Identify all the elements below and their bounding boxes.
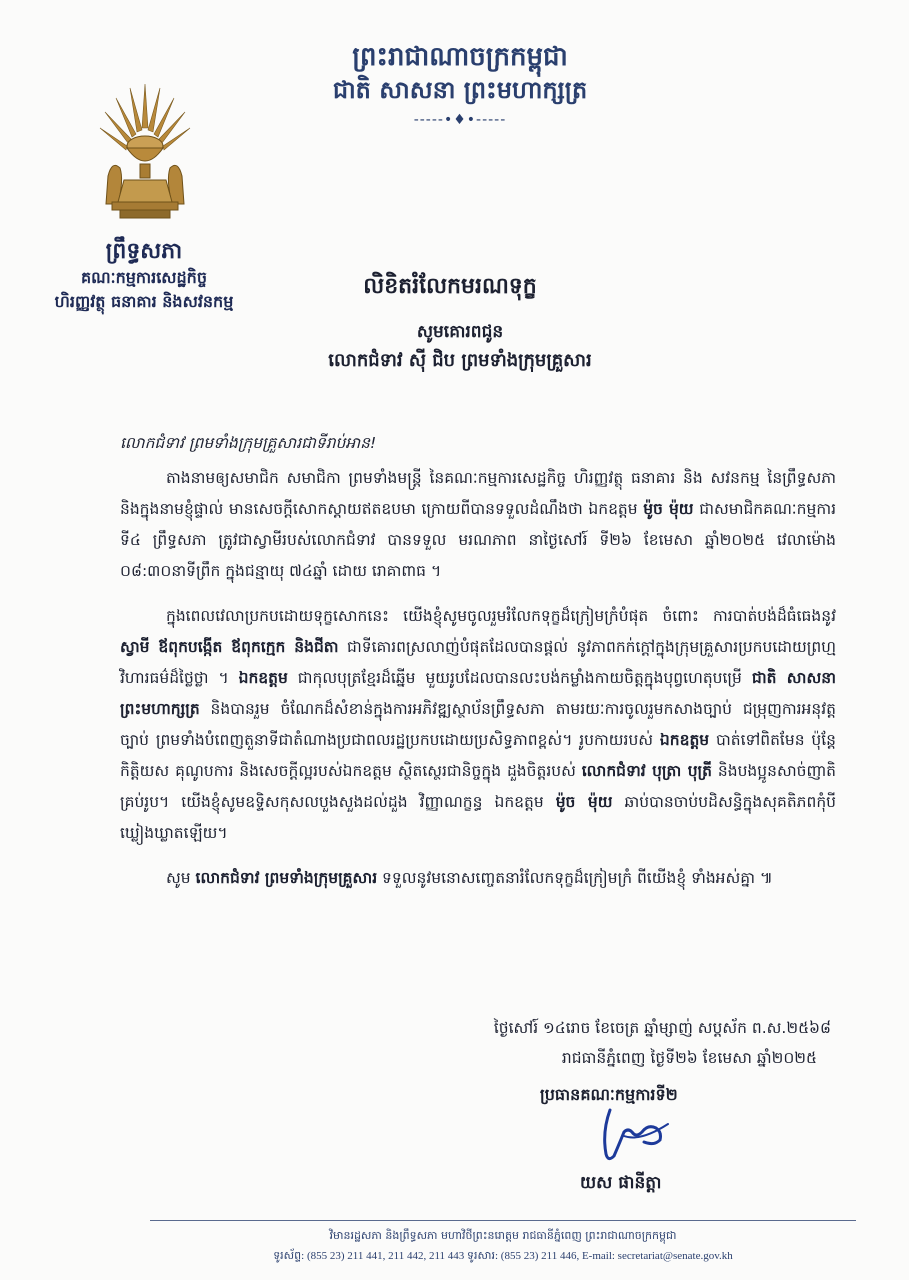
paragraph-3 xyxy=(120,863,836,894)
p1-text-a: តាងនាមឲ្យសមាជិក សមាជិកា ព្រមទាំងមន្រ្តី នៃគណៈកម្មការសេដ្ឋកិច្ច ហិរញ្ញវត្ថុ ធនាគារ និង សវនកម្ម នៃព្រឹទ្ធសភា និងក្នុងនាមខ្ញុំផ្ទាល់ មានសេចក្តីសោកស្តាយឥតឧបមា ក្រោយពីបានទទួលដំណឹងថា ឯកឧត្តម xyxy=(120,469,836,518)
document-title: លិខិតរំលែកមរណទុក្ខ xyxy=(363,274,537,299)
institution-name: ព្រឹទ្ធសភា xyxy=(105,239,183,264)
p2-bold-motto: ជាតិ សាសនា ព្រះមហាក្សត្រ xyxy=(120,669,836,718)
committee-name-line2: ហិរញ្ញវត្ថុ ធនាគារ និងសវនកម្ម xyxy=(54,292,234,311)
p2-bold-roles: ស្វាមី ឪពុកបង្កើត ឪពុកក្មេក និងជីតា xyxy=(120,638,339,656)
p2-text-h: ឆាប់បានចាប់បដិសន្ធិក្នុងសុគតិភពកុំបីឃ្លៀងឃ្លាតឡើយ។ xyxy=(120,793,837,842)
place-and-date: រាជធានីភ្នំពេញ ថ្ងៃទី២៦ ខែមេសា ឆ្នាំ២០២៥ xyxy=(561,1049,817,1067)
addressee-name: លោកជំទាវ ស៊ី ជិប ព្រមទាំងក្រុមគ្រួសារ xyxy=(328,350,592,371)
header-ornament: -----•♦•----- xyxy=(413,112,507,128)
paragraph-1 xyxy=(120,463,836,587)
footer-contacts: ទូរស័ព្ទ: (855 23) 211 441, 211 442, 211 443 ទូរសារ: (855 23) 211 446, E-mail: secretariat@senate.gov.kh xyxy=(273,1250,733,1262)
footer-divider xyxy=(150,1220,856,1221)
p2-bold-deceased-name: ម៉ូច ម៉ុយ xyxy=(555,793,613,811)
p2-text-a: ក្នុងពេលវេលាប្រកបដោយទុក្ខសោកនេះ យើងខ្ញុំសូមចូលរួមរំលែកទុក្ខដ៏ក្រៀមក្រំបំផុត ចំពោះ ការបាត់បង់ដ៏ធំធេងនូវ xyxy=(166,607,836,625)
salutation: លោកជំទាវ ព្រមទាំងក្រុមគ្រួសារជាទីរាប់អាន! xyxy=(120,434,377,452)
p3-text-a: សូម xyxy=(166,869,196,887)
p3-text-c: ទទួលនូវមនោសញ្ចេតនារំលែកទុក្ខដ៏ក្រៀមក្រំ ពីយើងខ្ញុំ ទាំងអស់គ្នា ៕ xyxy=(377,869,773,887)
senate-emblem-logo xyxy=(90,76,200,226)
addressee-greeting: សូមគោរពជូន xyxy=(416,322,504,342)
p2-text-c: ជាទីគោរពស្រលាញ់បំផុតដែលបានផ្តល់ នូវភាពកក់ក្តៅក្នុងក្រុមគ្រួសារប្រកបដោយព្រហ្មវិហារធម៌ដ៏ថ្លៃថ្លា ។ xyxy=(120,638,836,687)
p2-bold-family: លោកជំទាវ បុត្រា បុត្រី xyxy=(581,762,712,780)
footer-address: វិមានរដ្ឋសភា និងព្រឹទ្ធសភា មហាវិថីព្រះនរោត្តម រាជធានីភ្នំពេញ ព្រះរាជាណាចក្រកម្ពុជា xyxy=(329,1229,677,1242)
handwritten-signature xyxy=(580,1102,690,1172)
p1-text-b: ជាសមាជិកគណៈកម្មការទី៤ ព្រឹទ្ធសភា ត្រូវជាស្វាមីរបស់លោកជំទាវ បានទទួល មរណភាព នាថ្ងៃសៅរ៍ ទី២៦ ខែមេសា ឆ្នាំ២០២៥ វេលាម៉ោង ០៨:៣០នាទីព្រឹក ក្នុងជន្មាយុ ៧៤ឆ្នាំ ដោយ រោគាពាធ ។ xyxy=(120,500,836,580)
letter-footer xyxy=(150,1226,856,1266)
senate-committee-block xyxy=(24,238,264,314)
lunar-date: ថ្ងៃសៅរ៍ ១៤រោច ខែចេត្រ ឆ្នាំម្សាញ់ សប្តស័ក ព.ស.២៥៦៨ xyxy=(493,1019,831,1037)
p2-text-f: បាត់ទៅពិតមែន ប៉ុន្តែកិត្តិយស គុណូបការ និងសេចក្តីល្អរបស់ឯកឧត្តម ស្ថិតស្ថេរជានិច្ចក្នុង ដួងចិត្តរបស់ xyxy=(120,731,836,780)
kingdom-name: ព្រះរាជាណាចក្រកម្ពុជា xyxy=(352,42,568,72)
addressee-block xyxy=(250,318,670,376)
p3-bold-family: លោកជំទាវ ព្រមទាំងក្រុមគ្រួសារ xyxy=(195,869,378,887)
p2-text-d: ជាកុលបុត្រខ្មែរដ៏ឆ្នើម មួយរូបដែលបានលះបង់កម្លាំងកាយចិត្តក្នុងបុព្វហេតុបម្រើ xyxy=(287,669,752,687)
kingdom-header xyxy=(300,40,620,130)
paragraph-2 xyxy=(120,601,836,849)
national-motto: ជាតិ សាសនា ព្រះមហាក្សត្រ xyxy=(332,76,588,104)
p1-deceased-name: ម៉ូច ម៉ុយ xyxy=(643,500,694,518)
signer-title: ប្រធានគណៈកម្មការទី២ xyxy=(540,1085,678,1104)
p2-bold-excellency-2: ឯកឧត្តម xyxy=(659,731,710,749)
p2-bold-excellency-1: ឯកឧត្តម xyxy=(238,669,288,687)
letter-body xyxy=(120,428,836,894)
p2-text-e: និងបានរួម ចំណែកដ៏សំខាន់ក្នុងការអភិវឌ្ឍស្ថាប័នព្រឹទ្ធសភា តាមរយៈការចូលរួមកសាងច្បាប់ ជម្រុញការអនុវត្តច្បាប់ ព្រមទាំងបំពេញតួនាទីជាតំណាងប្រជាពលរដ្ឋប្រកបដោយប្រសិទ្ធភាពខ្ពស់។ រូបកាយរបស់ xyxy=(120,700,836,749)
committee-name: គណៈកម្មការសេដ្ឋកិច្ច xyxy=(81,268,207,287)
p2-text-g: និងបងប្អូនសាច់ញាតិគ្រប់រូប។ យើងខ្ញុំសូមឧទ្ទិសកុសលបួងសួងដល់ដួង វិញ្ញាណក្ខន្ធ ឯកឧត្តម xyxy=(120,762,836,811)
signer-name: យស ផានីត្តា xyxy=(580,1173,662,1193)
